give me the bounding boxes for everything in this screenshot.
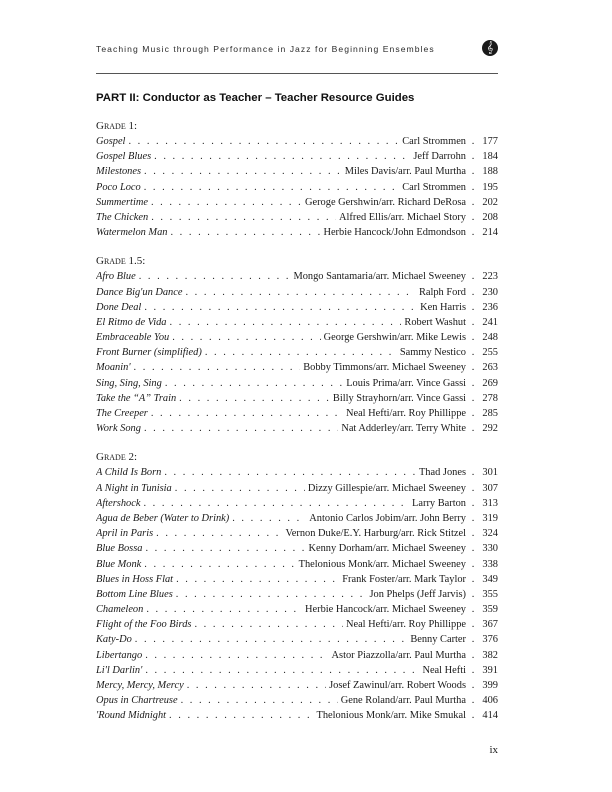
entry-author: Josef Zawinul/arr. Robert Woods	[329, 680, 466, 691]
dot-leader	[144, 557, 295, 572]
entry-page: 376	[482, 634, 498, 646]
entry-author: Alfred Ellis/arr. Michael Story	[339, 211, 466, 223]
page-leader-dot: .	[471, 211, 475, 223]
entry-author: Louis Prima/arr. Vince Gassi	[346, 377, 466, 389]
entry-page: 382	[482, 649, 498, 661]
page-leader-dot: .	[471, 301, 475, 313]
entry-author: Geroge Gershwin/arr. Richard DeRosa	[304, 196, 466, 208]
entry-page: 307	[482, 482, 498, 494]
treble-clef-icon: 𝄞	[482, 40, 498, 56]
toc-entry[interactable]	[96, 511, 498, 526]
entry-title: Opus in Chartreuse	[96, 695, 178, 707]
page-leader-dot: .	[471, 408, 475, 419]
entry-author: Dizzy Gillespie/arr. Michael Sweeney	[307, 482, 466, 494]
entry-title: Sing, Sing, Sing	[96, 377, 162, 389]
toc-section	[96, 118, 498, 240]
toc-entry[interactable]	[96, 315, 498, 330]
entry-page: 223	[482, 271, 498, 283]
entry-author: Bobby Timmons/arr. Michael Sweeney	[303, 362, 466, 374]
dot-leader	[179, 391, 330, 406]
entry-page: 292	[482, 423, 498, 435]
entry-page: 313	[482, 497, 498, 509]
toc-entry[interactable]	[96, 149, 498, 164]
entry-author: Kenny Dorham/arr. Michael Sweeney	[308, 543, 466, 555]
grade-heading: Grade 1.5:	[96, 255, 146, 268]
entry-page: 214	[482, 227, 498, 239]
entry-title: Blue Monk	[96, 558, 142, 570]
grade-heading: Grade 2:	[96, 451, 138, 464]
dot-leader	[151, 210, 336, 225]
dot-leader	[151, 195, 302, 210]
entry-page: 355	[482, 588, 498, 600]
entry-author: Robert Washut	[404, 316, 466, 328]
dot-leader	[164, 465, 416, 480]
page-leader-dot: .	[471, 619, 475, 631]
entry-title: Katy-Do	[96, 634, 132, 646]
page-leader-dot: .	[471, 634, 475, 646]
page-leader-dot: .	[471, 286, 475, 298]
entry-title: Embraceable You	[96, 332, 170, 344]
entry-page: 177	[482, 136, 498, 147]
dot-leader	[170, 225, 320, 240]
entry-title: Bottom Line Blues	[96, 588, 173, 600]
toc-entry[interactable]	[96, 269, 498, 284]
dot-leader	[139, 269, 291, 284]
dot-leader	[232, 511, 306, 526]
entry-author: Antonio Carlos Jobim/arr. John Berry	[309, 512, 466, 524]
entry-page: 202	[482, 196, 498, 208]
dot-leader	[194, 617, 343, 632]
entry-title: Agua de Beber (Water to Drink)	[96, 512, 230, 524]
entry-author: Carl Strommen	[402, 136, 466, 147]
dot-leader	[154, 149, 410, 164]
dot-leader	[156, 526, 282, 541]
toc-entry[interactable]	[96, 526, 498, 541]
toc-entry[interactable]	[96, 632, 498, 647]
entry-page: 391	[482, 664, 498, 676]
entry-title: Summertime	[96, 196, 148, 208]
toc-entry[interactable]	[96, 541, 498, 556]
entry-author: Neal Hefti/arr. Roy Phillippe	[345, 619, 466, 631]
entry-page: 324	[482, 528, 498, 540]
entry-title: Li'l Darlin'	[96, 664, 143, 676]
header-rule	[96, 73, 498, 74]
page-leader-dot: .	[471, 710, 475, 722]
entry-page: 359	[482, 604, 498, 616]
page-leader-dot: .	[471, 512, 475, 524]
toc-entry[interactable]	[96, 602, 498, 617]
page-leader-dot: .	[471, 543, 475, 555]
entry-page: 414	[482, 710, 498, 722]
entry-page: 236	[482, 301, 498, 313]
dot-leader	[169, 708, 313, 723]
page-leader-dot: .	[471, 136, 475, 147]
entry-author: Herbie Hancock/arr. Michael Sweeney	[305, 604, 466, 616]
toc-entry[interactable]	[96, 708, 498, 723]
dot-leader	[145, 648, 328, 663]
page-leader-dot: .	[471, 423, 475, 435]
page-leader-dot: .	[471, 332, 475, 344]
entry-title: Work Song	[96, 423, 141, 435]
toc-section	[96, 449, 498, 723]
toc-entry[interactable]	[96, 572, 498, 587]
dot-leader	[187, 678, 326, 693]
entry-author: Thad Jones	[418, 467, 466, 479]
entry-page: 263	[482, 362, 498, 374]
page-leader-dot: .	[471, 467, 475, 479]
entry-title: A Night in Tunisia	[96, 482, 172, 494]
dot-leader	[143, 496, 409, 511]
page-leader-dot: .	[471, 362, 475, 374]
entry-title: Gospel Blues	[96, 151, 152, 163]
page-leader-dot: .	[471, 604, 475, 616]
part-title: PART II: Conductor as Teacher – Teacher Resource Guides	[96, 92, 415, 104]
toc-entry[interactable]	[96, 496, 498, 511]
entry-title: Front Burner (simplified)	[96, 347, 202, 359]
entry-author: Frank Foster/arr. Mark Taylor	[342, 573, 466, 585]
entry-title: Gospel	[96, 136, 126, 147]
toc-entry[interactable]	[96, 406, 498, 421]
entry-title: The Chicken	[96, 211, 149, 223]
dot-leader	[165, 376, 343, 391]
toc-entry[interactable]	[96, 225, 498, 240]
page-leader-dot: .	[471, 664, 475, 676]
page-leader-dot: .	[471, 649, 475, 661]
entry-title: El Ritmo de Vida	[96, 316, 167, 328]
dot-leader	[205, 345, 397, 360]
entry-page: 338	[482, 558, 498, 570]
toc-entry[interactable]	[96, 345, 498, 360]
page-leader-dot: .	[471, 695, 475, 707]
entry-title: A Child Is Born	[96, 467, 162, 479]
dot-leader	[144, 164, 342, 179]
toc-entry[interactable]	[96, 330, 498, 345]
page-leader-dot: .	[471, 588, 475, 600]
entry-author: Herbie Hancock/John Edmondson	[323, 227, 466, 239]
entry-title: Poco Loco	[96, 181, 141, 193]
entry-page: 301	[482, 467, 498, 479]
entry-author: Billy Strayhorn/arr. Vince Gassi	[332, 392, 466, 404]
entry-author: Astor Piazzolla/arr. Paul Murtha	[331, 649, 466, 661]
entry-page: 241	[482, 316, 498, 328]
entry-page: 184	[482, 151, 498, 163]
entry-page: 349	[482, 573, 498, 585]
toc-entry[interactable]	[96, 421, 498, 436]
page-number: ix	[489, 744, 498, 756]
entry-title: Take the “A” Train	[96, 392, 177, 404]
page-leader-dot: .	[471, 573, 475, 585]
entry-title: Flight of the Foo Birds	[96, 619, 192, 631]
entry-author: Vernon Duke/E.Y. Harburg/arr. Rick Stitzel	[285, 528, 466, 540]
page-leader-dot: .	[471, 482, 475, 494]
entry-author: Thelonious Monk/arr. Mike Smukal	[316, 710, 466, 722]
toc-entry[interactable]	[96, 617, 498, 632]
dot-leader	[144, 300, 417, 315]
entry-author: Mongo Santamaria/arr. Michael Sweeney	[293, 271, 466, 283]
dot-leader	[128, 134, 399, 149]
entry-title: Done Deal	[96, 301, 142, 313]
dot-leader	[181, 693, 338, 708]
entry-author: Gene Roland/arr. Paul Murtha	[340, 695, 466, 707]
toc-entry[interactable]	[96, 164, 498, 179]
entry-author: Neal Hefti/arr. Roy Phillippe	[345, 408, 466, 419]
dot-leader	[135, 632, 408, 647]
table-of-contents	[96, 118, 498, 737]
toc-entry[interactable]	[96, 557, 498, 572]
toc-entry[interactable]	[96, 391, 498, 406]
toc-entry[interactable]	[96, 360, 498, 375]
toc-entry[interactable]	[96, 678, 498, 693]
entry-author: Benny Carter	[410, 634, 466, 646]
entry-title: The Creeper	[96, 408, 148, 419]
toc-entry[interactable]	[96, 195, 498, 210]
toc-entry[interactable]	[96, 663, 498, 678]
entry-title: Milestones	[96, 166, 142, 178]
page-leader-dot: .	[471, 392, 475, 404]
page-leader-dot: .	[471, 528, 475, 540]
entry-title: Libertango	[96, 649, 143, 661]
toc-entry[interactable]	[96, 285, 498, 300]
dot-leader	[172, 330, 320, 345]
entry-author: George Gershwin/arr. Mike Lewis	[323, 332, 466, 344]
entry-author: Carl Strommen	[402, 181, 466, 193]
entry-page: 248	[482, 332, 498, 344]
running-header	[96, 41, 498, 58]
entry-title: Watermelon Man	[96, 227, 168, 239]
entry-page: 285	[482, 408, 498, 419]
entry-title: April in Paris	[96, 528, 154, 540]
entry-page: 230	[482, 286, 498, 298]
entry-page: 195	[482, 181, 498, 193]
entry-author: Jeff Darrohn	[413, 151, 466, 163]
entry-page: 208	[482, 211, 498, 223]
entry-page: 319	[482, 512, 498, 524]
entry-author: Jon Phelps (Jeff Jarvis)	[369, 588, 466, 600]
page-leader-dot: .	[471, 497, 475, 509]
page-leader-dot: .	[471, 181, 475, 193]
dot-leader	[144, 421, 338, 436]
page-leader-dot: .	[471, 347, 475, 359]
page-leader-dot: .	[471, 316, 475, 328]
entry-title: 'Round Midnight	[96, 710, 167, 722]
dot-leader	[145, 541, 305, 556]
entry-author: Neal Hefti	[422, 664, 466, 676]
entry-title: Aftershock	[96, 497, 141, 509]
dot-leader	[185, 285, 415, 300]
entry-page: 399	[482, 680, 498, 691]
toc-entry[interactable]	[96, 693, 498, 708]
toc-entry[interactable]	[96, 180, 498, 195]
toc-entry[interactable]	[96, 648, 498, 663]
entry-title: Chameleon	[96, 604, 144, 616]
page-leader-dot: .	[471, 558, 475, 570]
dot-leader	[176, 587, 367, 602]
entry-page: 330	[482, 543, 498, 555]
dot-leader	[145, 663, 419, 678]
page-leader-dot: .	[471, 680, 475, 691]
entry-title: Dance Big'un Dance	[96, 286, 183, 298]
toc-entry[interactable]	[96, 300, 498, 315]
page-leader-dot: .	[471, 196, 475, 208]
entry-page: 255	[482, 347, 498, 359]
toc-entry[interactable]	[96, 481, 498, 496]
entry-author: Thelonious Monk/arr. Michael Sweeney	[298, 558, 466, 570]
entry-author: Miles Davis/arr. Paul Murtha	[344, 166, 466, 178]
entry-author: Sammy Nestico	[399, 347, 466, 359]
dot-leader	[134, 360, 301, 375]
entry-title: Blue Bossa	[96, 543, 143, 555]
dot-leader	[175, 481, 305, 496]
entry-page: 367	[482, 619, 498, 631]
dot-leader	[170, 315, 402, 330]
toc-entry[interactable]	[96, 210, 498, 225]
entry-author: Ken Harris	[420, 301, 466, 313]
toc-entry[interactable]	[96, 465, 498, 480]
entry-page: 269	[482, 377, 498, 389]
page-leader-dot: .	[471, 227, 475, 239]
entry-author: Ralph Ford	[418, 286, 466, 298]
toc-entry[interactable]	[96, 376, 498, 391]
entry-author: Larry Barton	[412, 497, 466, 509]
toc-entry[interactable]	[96, 587, 498, 602]
entry-page: 188	[482, 166, 498, 178]
dot-leader	[176, 572, 339, 587]
page-leader-dot: .	[471, 377, 475, 389]
dot-leader	[151, 406, 343, 421]
entry-title: Moanin'	[96, 362, 131, 374]
dot-leader	[144, 180, 399, 195]
dot-leader	[146, 602, 302, 617]
page-leader-dot: .	[471, 166, 475, 178]
entry-page: 278	[482, 392, 498, 404]
entry-title: Afro Blue	[96, 271, 136, 283]
entry-author: Nat Adderley/arr. Terry White	[341, 423, 466, 435]
entry-title: Mercy, Mercy, Mercy	[96, 680, 184, 691]
toc-entry[interactable]	[96, 134, 498, 149]
entry-page: 406	[482, 695, 498, 707]
page-leader-dot: .	[471, 271, 475, 283]
grade-heading: Grade 1:	[96, 120, 138, 132]
entry-title: Blues in Hoss Flat	[96, 573, 174, 585]
running-head-text: Teaching Music through Performance in Jazz for Beginning Ensembles	[96, 44, 435, 54]
page-leader-dot: .	[471, 151, 475, 163]
toc-section	[96, 253, 498, 436]
